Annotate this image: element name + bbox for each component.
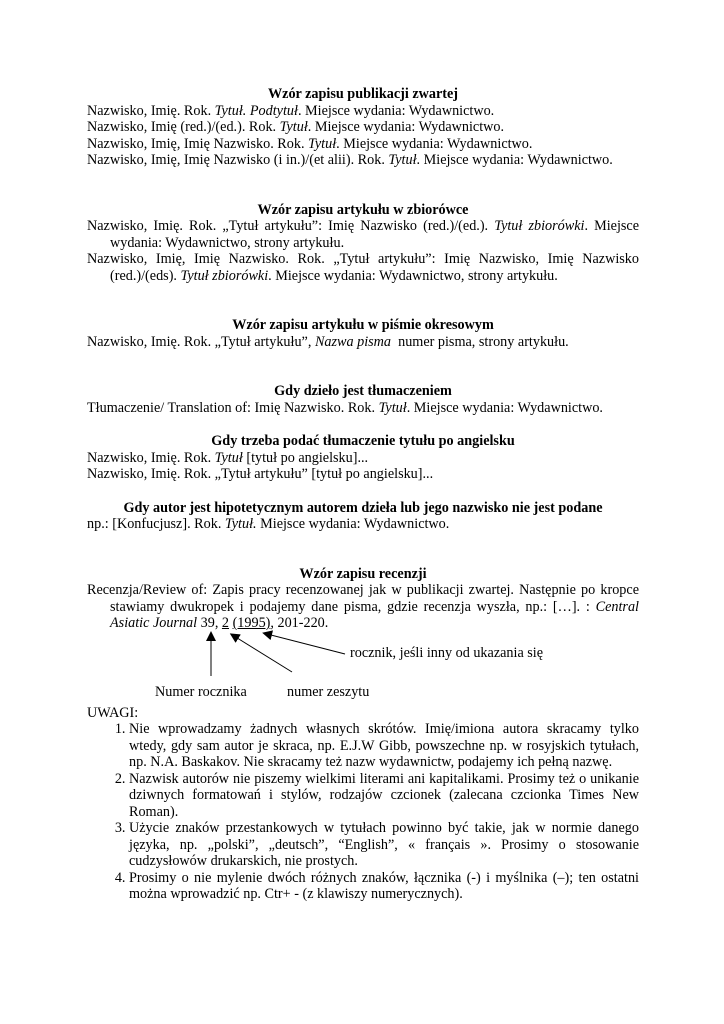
arrow-year bbox=[267, 634, 345, 654]
annotation-issue-label: numer zeszytu bbox=[287, 683, 370, 700]
section-title-translation: Gdy dzieło jest tłumaczeniem bbox=[274, 383, 452, 399]
collection-example-2: Nazwisko, Imię, Imię Nazwisko. Rok. „Tytuł artykułu”: Imię Nazwisko, Imię Nazwisko (red.)/(eds). Tytuł zbiorówki. Miejsce wydania: Wydawnictwo, strony artykułu. bbox=[87, 251, 639, 284]
note-item: 2. Nazwisk autorów nie piszemy wielkimi literami ani kapitalikami. Prosimy też o unikanie dziwnych formatowań i stylów, rodzajów czcionek (zalecana czcionka Times New Roman). bbox=[129, 771, 639, 821]
section-title-hypothetical-author: Gdy autor jest hipotetycznym autorem dzieła lub jego nazwisko nie jest podane bbox=[123, 499, 603, 516]
document-page bbox=[87, 86, 639, 903]
review-annotation bbox=[87, 632, 639, 705]
translation-example: Tłumaczenie/ Translation of: Imię Nazwisko. Rok. Tytuł. Miejsce wydania: Wydawnictwo. bbox=[87, 399, 603, 416]
english-title-example-1: Nazwisko, Imię. Rok. Tytuł [tytuł po angielsku]... bbox=[87, 449, 369, 466]
note-item: 1. Nie wprowadzamy żadnych własnych skrótów. Imię/imiona autora skracamy tylko wtedy, gdy sam autor je skraca, np. E.J.W Gibb, powszechne np. w rosyjskich tytułach, np. N.A. Baskakov. Nie skracamy też nazw wydawnictw, podajemy ich pełną nazwę. bbox=[129, 721, 639, 771]
notes-heading: UWAGI: bbox=[87, 704, 139, 721]
review-example: Recenzja/Review of: Zapis pracy recenzowanej jak w publikacji zwartej. Następnie po kropce stawiamy dwukropek i podajemy dane pisma, gdzie recenzja wyszła, np.: […]. : Central Asiatic Journal 39, 2 (1995), 201-220. bbox=[87, 582, 639, 631]
arrow-issue bbox=[234, 636, 292, 672]
section-title-periodical-article: Wzór zapisu artykułu w piśmie okresowym bbox=[232, 317, 494, 333]
section-title-monograph: Wzór zapisu publikacji zwartej bbox=[267, 86, 459, 102]
note-item: 4. Prosimy o nie mylenie dwóch różnych znaków, łącznika (-) i myślnika (–); ten ostatni można wprowadzić np. Ctr+ - (z klawiszy numerycznych). bbox=[129, 870, 639, 903]
notes-list bbox=[87, 721, 639, 903]
periodical-example: Nazwisko, Imię. Rok. „Tytuł artykułu”, Nazwa pisma numer pisma, strony artykułu. bbox=[87, 333, 569, 350]
monograph-example-1: Nazwisko, Imię. Rok. Tytuł. Podtytuł. Miejsce wydania: Wydawnictwo. bbox=[87, 102, 495, 119]
english-title-example-2: Nazwisko, Imię. Rok. „Tytuł artykułu” [tytuł po angielsku]... bbox=[87, 466, 434, 482]
section-title-review: Wzór zapisu recenzji bbox=[299, 565, 427, 582]
note-item: 3. Użycie znaków przestankowych w tytułach powinno być takie, jak w normie danego języka, np. „polski”, „deutsch”, “English”, « français ». Prosimy o stosowanie cudzysłowów drukarskich, nie prostych. bbox=[129, 820, 639, 870]
section-title-collection-article: Wzór zapisu artykułu w zbiorówce bbox=[257, 201, 469, 218]
annotation-year-label: rocznik, jeśli inny od ukazania się bbox=[350, 644, 544, 661]
collection-example-1: Nazwisko, Imię. Rok. „Tytuł artykułu”: Imię Nazwisko (red.)/(ed.). Tytuł zbiorówki. Miejsce wydania: Wydawnictwo, strony artykułu. bbox=[87, 218, 640, 251]
section-title-english-title: Gdy trzeba podać tłumaczenie tytułu po angielsku bbox=[211, 433, 515, 449]
hypothetical-author-example: np.: [Konfucjusz]. Rok. Tytuł. Miejsce wydania: Wydawnictwo. bbox=[87, 516, 450, 532]
monograph-example-3: Nazwisko, Imię, Imię Nazwisko. Rok. Tytuł. Miejsce wydania: Wydawnictwo. bbox=[87, 135, 533, 152]
annotation-volume-label: Numer rocznika bbox=[155, 683, 247, 700]
monograph-example-4: Nazwisko, Imię, Imię Nazwisko (i in.)/(et alii). Rok. Tytuł. Miejsce wydania: Wydawnictwo. bbox=[87, 152, 613, 168]
monograph-example-2: Nazwisko, Imię (red.)/(ed.). Rok. Tytuł. Miejsce wydania: Wydawnictwo. bbox=[87, 119, 505, 135]
